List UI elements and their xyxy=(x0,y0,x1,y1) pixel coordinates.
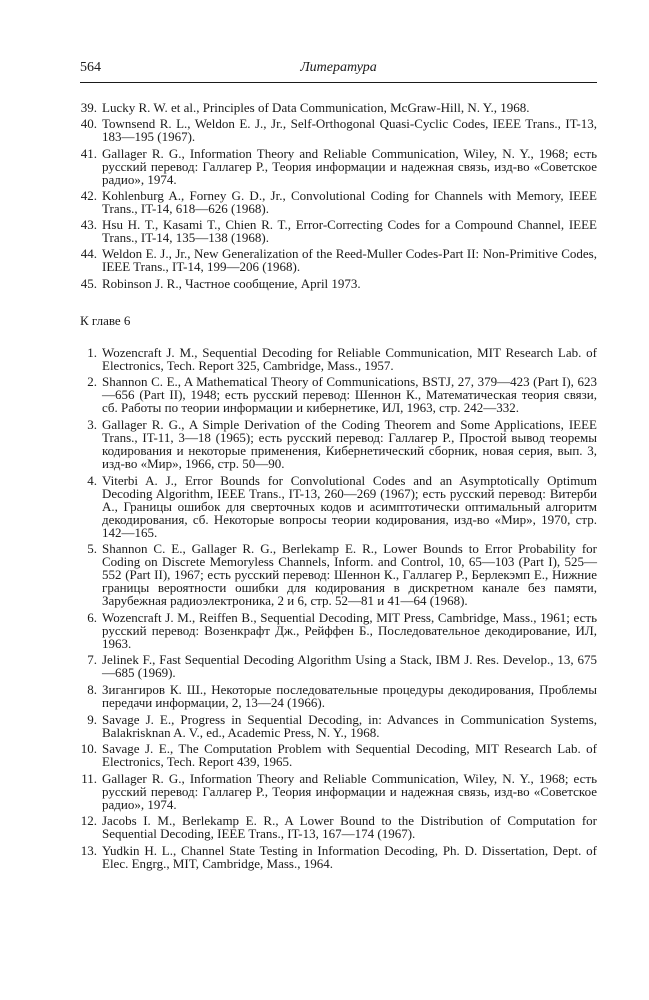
reference-item xyxy=(80,653,597,679)
reference-item xyxy=(80,277,597,290)
reference-number: 9. xyxy=(87,711,97,727)
reference-number: 1. xyxy=(87,344,97,360)
reference-item xyxy=(80,542,597,607)
reference-item xyxy=(80,611,597,650)
reference-number: 44. xyxy=(80,246,97,262)
reference-text: Jelinek F., Fast Sequential Decoding Algorithm Using a Stack, IBM J. Res. Develop., 13, 675—685 (1969). xyxy=(102,652,597,681)
reference-number: 8. xyxy=(87,681,97,697)
reference-item xyxy=(80,218,597,244)
section-heading: К главе 6 xyxy=(80,312,131,328)
reference-number: 41. xyxy=(80,145,97,161)
page-number: 564 xyxy=(80,60,101,75)
reference-text: Зигангиров К. Ш., Некоторые последовательные процедуры декодирования, Проблемы передачи информации, 2, 13—24 (1966). xyxy=(102,681,597,710)
reference-item xyxy=(80,375,597,414)
reference-number: 2. xyxy=(87,374,97,390)
reference-number: 43. xyxy=(80,217,97,233)
reference-text: Hsu H. T., Kasami T., Chien R. T., Error-Correcting Codes for a Compound Channel, IEEE Trans., IT-14, 135—138 (1968). xyxy=(102,217,597,246)
reference-text: Gallager R. G., Information Theory and Reliable Communication, Wiley, N. Y., 1968; есть русский перевод: Галлагер Р., Теория информации и надежная связь, изд-во «Советское радио», 1974. xyxy=(102,145,597,187)
reference-number: 12. xyxy=(80,813,97,829)
reference-text: Robinson J. R., Частное сообщение, April 1973. xyxy=(102,275,361,291)
reference-number: 3. xyxy=(87,416,97,432)
reference-text: Jacobs I. M., Berlekamp E. R., A Lower Bound to the Distribution of Computation for Sequential Decoding, IEEE Trans., IT-13, 167—174 (1967). xyxy=(102,813,597,842)
reference-text: Viterbi A. J., Error Bounds for Convolutional Codes and an Asymptotically Optimum Decoding Algorithm, IEEE Trans., IT-13, 260—269 (1967); есть русский перевод: Витерби А., Границы ошибок для сверточных кодов и асимптотически оптимальный алгоритм декодирования, сб. Некоторые вопросы теории кодирования, изд-во «Мир», 1970, стр. 142—165. xyxy=(102,472,597,540)
reference-text: Yudkin H. L., Channel State Testing in Information Decoding, Ph. D. Dissertation, Dept. of Elec. Engrg., MIT, Cambridge, Mass., 1964. xyxy=(102,842,597,871)
reference-number: 40. xyxy=(80,116,97,132)
reference-text: Gallager R. G., Information Theory and Reliable Communication, Wiley, N. Y., 1968; есть русский перевод: Галлагер Р., Теория информации и надежная связь, изд-во «Советское радио», 1974. xyxy=(102,770,597,812)
reference-item xyxy=(80,713,597,739)
reference-number: 4. xyxy=(87,472,97,488)
reference-item xyxy=(80,474,597,539)
reference-text: Townsend R. L., Weldon E. J., Jr., Self-Orthogonal Quasi-Cyclic Codes, IEEE Trans., IT-13, 183—195 (1967). xyxy=(102,116,597,145)
reference-list-previous-chapter xyxy=(80,101,597,290)
reference-text: Wozencraft J. M., Sequential Decoding for Reliable Communication, MIT Research Lab. of Electronics, Tech. Report 325, Cambridge, Mass., 1957. xyxy=(102,344,597,373)
reference-text: Savage J. E., Progress in Sequential Decoding, in: Advances in Communication Systems, Balakrisknan A. V., ed., Academic Press, N. Y., 1968. xyxy=(102,711,597,740)
reference-number: 10. xyxy=(80,741,97,757)
reference-item xyxy=(80,101,597,114)
reference-text: Shannon C. E., Gallager R. G., Berlekamp E. R., Lower Bounds to Error Probability for Coding on Discrete Memoryless Channels, Inform. and Control, 10, 65—103 (Part I), 525—552 (Part II), 1967; есть русский перевод: Шеннон К., Галлагер Р., Берлекэмп Е., Нижние границы вероятности ошибки для кодирования в дискретном канале без памяти, Зарубежная радиоэлектроника, 2 и 6, стр. 52—81 и 41—64 (1968). xyxy=(102,541,597,609)
reference-text: Lucky R. W. et al., Principles of Data Communication, McGraw-Hill, N. Y., 1968. xyxy=(102,100,530,115)
reference-number: 7. xyxy=(87,652,97,668)
reference-list-chapter-6 xyxy=(80,346,597,870)
reference-item xyxy=(80,189,597,215)
running-head xyxy=(80,58,597,83)
reference-number: 13. xyxy=(80,842,97,858)
reference-text: Wozencraft J. M., Reiffen B., Sequential Decoding, MIT Press, Cambridge, Mass., 1961; есть русский перевод: Возенкрафт Дж., Рейффен Б., Последовательное декодирование, ИЛ, 1963. xyxy=(102,609,597,651)
reference-text: Weldon E. J., Jr., New Generalization of the Reed-Muller Codes-Part II: Non-Primitive Codes, IEEE Trans., IT-14, 199—206 (1968). xyxy=(102,246,597,275)
reference-number: 39. xyxy=(80,100,97,115)
reference-item xyxy=(80,844,597,870)
reference-text: Gallager R. G., A Simple Derivation of the Coding Theorem and Some Applications, IEEE Trans., IT-11, 3—18 (1965); есть русский перевод: Галлагер Р., Простой вывод теоремы кодирования и некоторые применения, Кибернетический сборник, новая серия, вып. 3, изд-во «Мир», 1966, стр. 50—90. xyxy=(102,416,597,471)
reference-text: Shannon C. E., A Mathematical Theory of Communications, BSTJ, 27, 379—423 (Part I), 623—656 (Part II), 1948; есть русский перевод: Шеннон К., Математическая теория связи, сб. Работы по теории информации и кибернетике, ИЛ, 1963, стр. 242—332. xyxy=(102,374,597,416)
reference-item xyxy=(80,683,597,709)
reference-number: 42. xyxy=(80,187,97,203)
reference-item xyxy=(80,346,597,372)
reference-text: Savage J. E., The Computation Problem with Sequential Decoding, MIT Research Lab. of Electronics, Tech. Report 439, 1965. xyxy=(102,741,597,770)
reference-item xyxy=(80,418,597,470)
reference-text: Kohlenburg A., Forney G. D., Jr., Convolutional Coding for Channels with Memory, IEEE Trans., IT-14, 618—626 (1968). xyxy=(102,187,597,216)
reference-number: 6. xyxy=(87,609,97,625)
reference-item xyxy=(80,117,597,143)
reference-item xyxy=(80,147,597,186)
reference-item xyxy=(80,814,597,840)
reference-number: 11. xyxy=(81,770,97,786)
reference-item xyxy=(80,772,597,811)
reference-item xyxy=(80,742,597,768)
running-title: Литература xyxy=(300,60,377,75)
page xyxy=(80,58,597,874)
reference-number: 5. xyxy=(87,541,97,557)
reference-number: 45. xyxy=(80,275,97,291)
reference-item xyxy=(80,247,597,273)
